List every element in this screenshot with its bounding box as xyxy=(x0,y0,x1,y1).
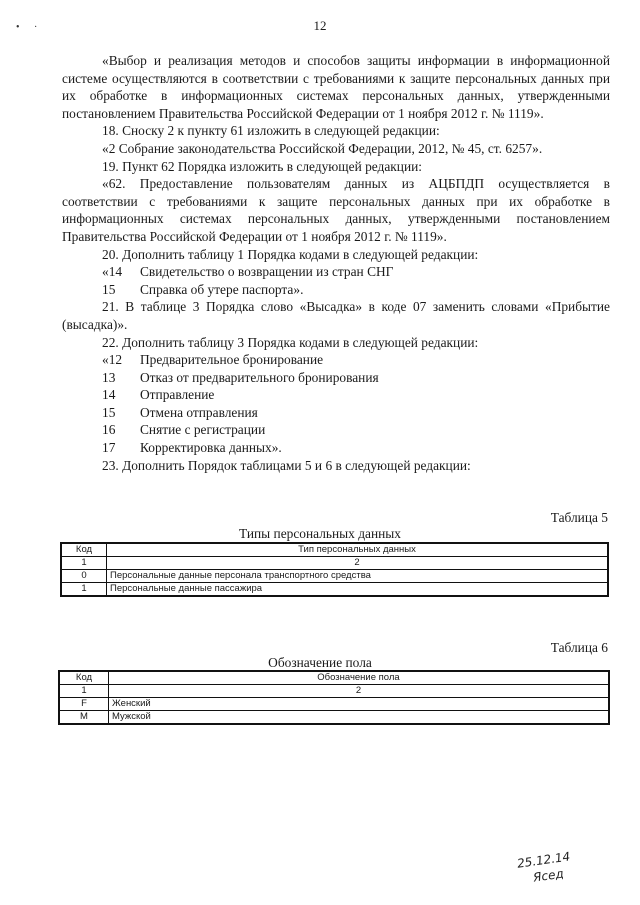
table-header-row xyxy=(61,543,608,557)
table-cell: 2 xyxy=(109,685,610,698)
table-header-cell: Код xyxy=(61,543,107,557)
code-value: «12 xyxy=(102,352,123,368)
signature-initials: Ясед xyxy=(532,866,565,885)
table6 xyxy=(58,670,610,725)
paragraph-23: 23. Дополнить Порядок таблицами 5 и 6 в следующей редакции: xyxy=(102,457,471,473)
table-row xyxy=(61,570,608,583)
table-cell: 0 xyxy=(61,570,107,583)
table-numbering-row xyxy=(59,685,609,698)
table-cell: Мужской xyxy=(109,711,610,725)
code-row xyxy=(62,369,610,387)
code-value: 17 xyxy=(102,440,116,456)
code-row xyxy=(62,263,610,281)
code-row xyxy=(62,386,610,404)
table5-caption: Таблица 5 xyxy=(550,510,608,525)
table-row xyxy=(59,711,609,725)
signature-date: 25.12.14 xyxy=(516,849,572,871)
table-row xyxy=(61,583,608,597)
code-text: Свидетельство о возвращении из стран СНГ xyxy=(140,264,394,280)
table-cell: 1 xyxy=(61,557,107,570)
table-cell: F xyxy=(59,698,109,711)
code-text: Справка об утере паспорта». xyxy=(140,281,304,297)
scan-artifact: • · xyxy=(16,22,44,33)
code-text: Предварительное бронирование xyxy=(140,352,324,368)
code-value: 15 xyxy=(102,281,116,297)
table-row xyxy=(59,698,609,711)
page-number: 12 xyxy=(313,18,327,33)
code-row xyxy=(62,351,610,369)
code-row xyxy=(62,404,610,422)
table-cell: Персональные данные пассажира xyxy=(107,583,609,597)
code-value: 14 xyxy=(102,387,116,403)
document-body xyxy=(62,52,610,474)
handwritten-signature xyxy=(516,848,573,887)
table6-title: Обозначение пола xyxy=(268,655,372,670)
paragraph-62: «62. Предоставление пользователям данных из АЦБПДП осуществляется в соответствии с требованиями к защите персональных данных при их обработке в информационных системах персональных данных, утвержденными постановлением Правительства Российской Федерации от 1 ноября 2012 г. № 1119». xyxy=(62,176,610,244)
table6-caption: Таблица 6 xyxy=(550,640,608,655)
paragraph-20: 20. Дополнить таблицу 1 Порядка кодами в следующей редакции: xyxy=(102,246,479,262)
code-text: Корректировка данных». xyxy=(140,440,282,456)
code-value: 15 xyxy=(102,404,116,420)
table5 xyxy=(60,542,609,597)
paragraph-22: 22. Дополнить таблицу 3 Порядка кодами в следующей редакции: xyxy=(102,334,479,350)
table-cell: Персональные данные персонала транспортного средства xyxy=(107,570,609,583)
table-header-cell: Обозначение пола xyxy=(109,671,610,685)
table-header-cell: Тип персональных данных xyxy=(107,543,609,557)
table-cell: 1 xyxy=(61,583,107,597)
code-row xyxy=(62,421,610,439)
table-header-cell: Код xyxy=(59,671,109,685)
code-value: 13 xyxy=(102,369,116,385)
paragraph-footnote-2: «2 Собрание законодательства Российской Федерации, 2012, № 45, ст. 6257». xyxy=(102,140,543,156)
table-cell: 1 xyxy=(59,685,109,698)
code-value: 16 xyxy=(102,422,116,438)
table-cell: Женский xyxy=(109,698,610,711)
table-header-row xyxy=(59,671,609,685)
table-numbering-row xyxy=(61,557,608,570)
code-text: Снятие с регистрации xyxy=(140,422,266,438)
code-row xyxy=(62,439,610,457)
paragraph-19: 19. Пункт 62 Порядка изложить в следующей редакции: xyxy=(102,158,423,174)
table-cell: 2 xyxy=(107,557,609,570)
code-text: Отказ от предварительного бронирования xyxy=(140,369,379,385)
paragraph-21: 21. В таблице 3 Порядка слово «Высадка» в коде 07 заменить словами «Прибытие (высадка)». xyxy=(62,299,610,332)
code-value: «14 xyxy=(102,264,123,280)
code-row xyxy=(62,281,610,299)
table5-title: Типы персональных данных xyxy=(239,526,401,541)
paragraph-protection-methods: «Выбор и реализация методов и способов защиты информации в информационной системе осуществляются в соответствии с требованиями к защите персональных данных при их обработке в информационных системах персональных данных, утвержденными постановлением Правительства Российской Федерации от 1 ноября 2012 г. № 1119». xyxy=(62,53,610,121)
paragraph-18: 18. Сноску 2 к пункту 61 изложить в следующей редакции: xyxy=(102,123,440,139)
code-text: Отмена отправления xyxy=(140,404,258,420)
table-cell: M xyxy=(59,711,109,725)
code-text: Отправление xyxy=(140,387,215,403)
